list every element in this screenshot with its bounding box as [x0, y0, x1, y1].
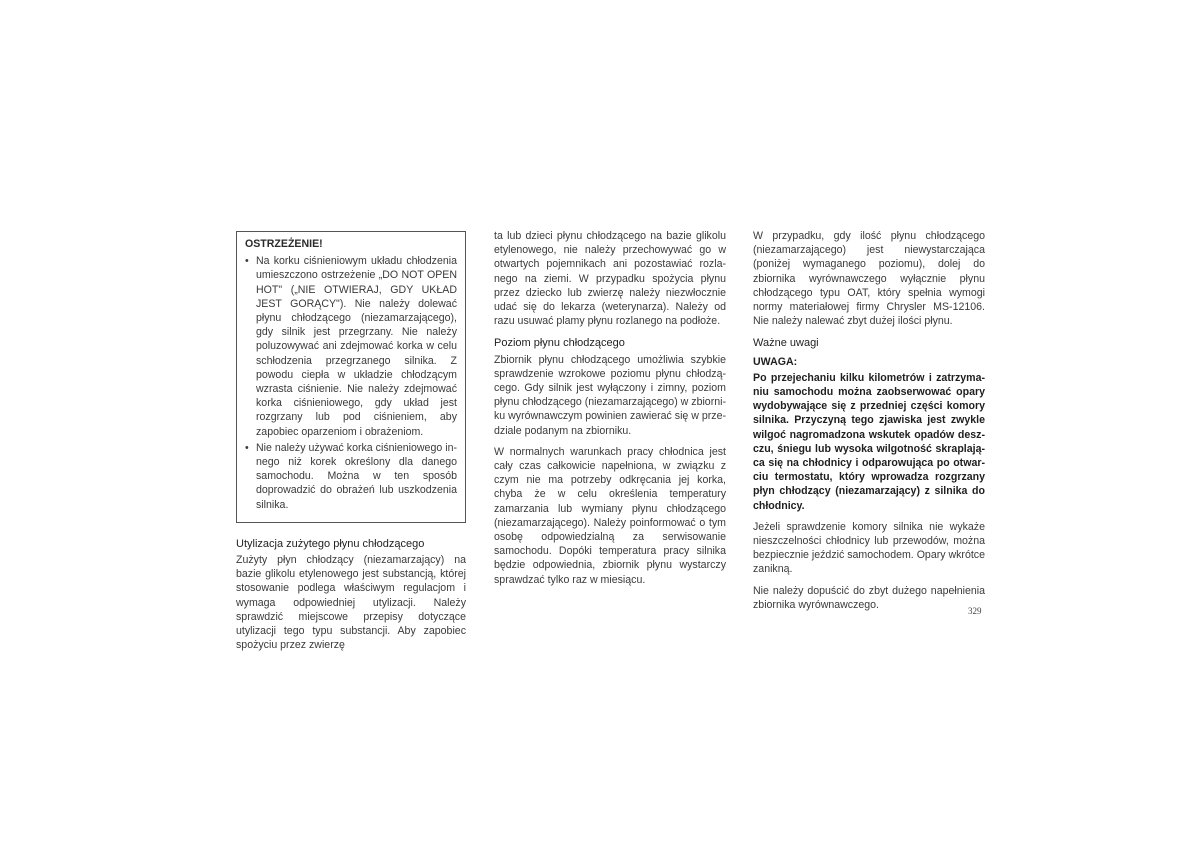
- page-number: 329: [968, 606, 982, 616]
- warning-item: • Na korku ciśnieniowym układu chłodzenia umieszczono ostrzeżenie „DO NOT OPEN HOT" („NIE OTWIERAJ, GDY UKŁAD JEST GORĄCY"). Nie należy dolewać płynu chłodzącego (niezamarzającego), gdy silnik jest przegrzany. Nie należy poluzowywać ani zdejmować korka w celu schłodzenia przegrzanego silnika. Z powodu ciepła w układzie chłodzącym wzrasta ciśnienie. Nie należy zdejmować korka ciśnieniowego, gdy układ jest rozgrzany lub pod ciśnieniem, aby zapobiec oparzeniom i obrażeniom.: [245, 254, 457, 439]
- notes-paragraph-1: Jeżeli sprawdzenie komory silnika nie wykaże nieszczelności chłodnicy lub przewodów, można bezpiecznie jeździć samochodem. Opary wkrótce zanikną.: [753, 520, 985, 576]
- warning-item: • Nie należy używać korka ciśnieniowego innego niż korek określony dla danego samochodu. Można w ten sposób doprowadzić do obrażeń lub uszkodzenia silnika.: [245, 441, 457, 512]
- warning-box: [236, 231, 466, 523]
- disposal-text-part1: Zużyty płyn chłodzący (niezamarzający) na bazie glikolu etylenowego jest substancją, której stosowanie podlega właściwym regulacjom i wymaga odpowiedniej utylizacji. Należy sprawdzić miejscowe przepisy dotyczące utylizacji tego typu substancji. Aby zapobiec spożyciu przez zwierzę: [236, 554, 466, 652]
- level-paragraph-2: W normalnych warunkach pracy chłodnica jest cały czas całkowicie napełniona, w związku z czym nie ma potrzeby odkręcania jej korka, chyba że w celu określenia temperatury zamarzania lub wymiany płynu chłodzącego (niezamarzającego). Należy poinformować o tym osobę odpowiedzialną za serwisowanie samochodu. Dopóki temperatura pracy silnika będzie odpowiednia, zbiornik płynu wystarczy sprawdzać tylko raz w miesiącu.: [494, 445, 726, 586]
- column-left: [236, 229, 466, 659]
- disposal-text-part2: ta lub dzieci płynu chłodzącego na bazie glikolu etylenowego, nie należy przechowywać go w otwartych pojemnikach ani pozostawiać rozlanego na ziemi. W przypadku spożycia płynu przez dziecko lub zwierzę należy niezwłocznie udać się do lekarza (weterynarza). Należy od razu usuwać plamy płynu rozlanego na podłoże.: [494, 230, 726, 328]
- column-middle: [494, 229, 726, 594]
- level-heading: Poziom płynu chłodzącego: [494, 337, 625, 350]
- level-paragraph-1: Zbiornik płynu chłodzącego umożliwia szybkie sprawdzenie wzrokowe poziomu płynu chłodzącego. Gdy silnik jest wyłączony i zimny, poziom płynu chłodzącego (niezamarzającego) w zbiorniku wyrównawczym powinien zawierać się w przedziale podanym na zbiorniku.: [494, 353, 727, 437]
- notes-paragraph-2: Nie należy dopuścić do zbyt dużego napełnienia zbiornika wyrównawczego.: [753, 584, 985, 611]
- notice-text: Po przejechaniu kilku kilometrów i zatrzymaniu samochodu można zaobserwować opary wydobywające się z przedniej części komory silnika. Przyczyną tego zjawiska jest zwykle wilgoć nagromadzona wskutek opadów deszczu, śniegu lub wysoka wilgotność skraplająca się na chłodnicy i odparowująca po otwarciu termostatu, który wprowadza rozgrzany płyn chłodzący (niezamarzający) z silnika do chłodnicy.: [753, 371, 985, 512]
- notice-title: UWAGA:: [753, 355, 798, 368]
- column-right: [753, 229, 985, 619]
- notes-heading: Ważne uwagi: [753, 337, 819, 350]
- disposal-heading: Utylizacja zużytego płynu chłodzącego: [236, 537, 425, 550]
- warning-list: [245, 254, 457, 512]
- warning-title: OSTRZEŻENIE!: [245, 238, 323, 250]
- level-paragraph-3: W przypadku, gdy ilość płynu chłodzącego (niezamarzającego) jest niewystarczająca (poniżej wymaganego poziomu), dolej do zbiornika wyrównawczego wyłącznie płynu chłodzącego typu OAT, który spełnia wymogi normy materiałowej firmy Chrysler MS-12106. Nie należy nalewać zbyt dużej ilości płynu.: [753, 230, 985, 328]
